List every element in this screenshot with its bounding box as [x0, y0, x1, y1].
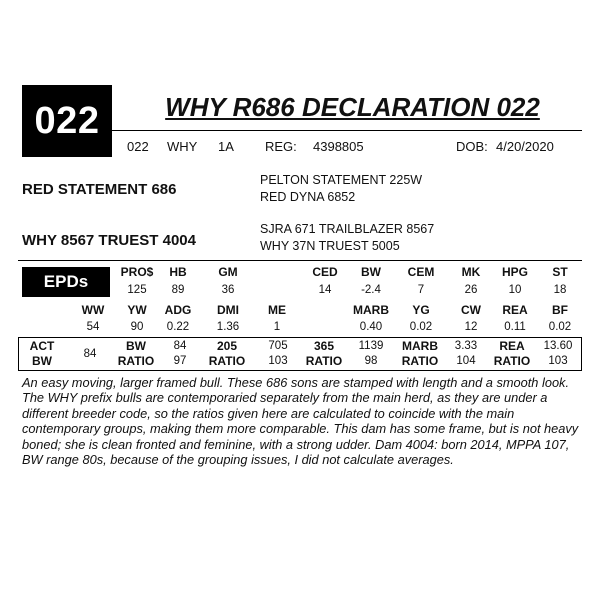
adj-birth-weight: 84: [173, 340, 187, 352]
epd-value: 0.22: [166, 321, 190, 333]
epd-header: REA: [502, 303, 528, 317]
sire-sire: PELTON STATEMENT 225W: [260, 173, 423, 187]
epd-value: 125: [127, 284, 147, 296]
yearling-label: 365: [313, 339, 335, 353]
animal-title: WHY R686 DECLARATION 022: [165, 92, 540, 122]
epd-header: BF: [552, 303, 568, 317]
pedigree-divider: [18, 260, 582, 261]
epd-value: 1: [273, 321, 281, 333]
dob-value: 4/20/2020: [496, 139, 554, 154]
epd-header: YG: [412, 303, 430, 317]
epd-header: HB: [169, 265, 187, 279]
sire-dam: RED DYNA 6852: [260, 190, 356, 204]
epd-value: -2.4: [361, 284, 381, 296]
epd-header: CEM: [407, 265, 435, 279]
yearling-ratio: 98: [364, 355, 378, 367]
ratio-label: RATIO: [493, 354, 531, 368]
epd-value: 7: [417, 284, 425, 296]
epd-header: PRO$: [120, 265, 154, 279]
epd-value: 10: [508, 284, 522, 296]
bw-ratio-label-bot: RATIO: [117, 354, 155, 368]
weaning-weight: 705: [268, 340, 288, 352]
epd-value: 0.40: [359, 321, 383, 333]
lot-number: 022: [22, 85, 112, 157]
epd-value: 90: [130, 321, 144, 333]
epd-value: 12: [464, 321, 478, 333]
epd-value: 18: [553, 284, 567, 296]
epd-header: MK: [461, 265, 481, 279]
epd-header: CED: [312, 265, 338, 279]
ratio-label: RATIO: [208, 354, 246, 368]
epd-header: GM: [218, 265, 238, 279]
ribeye-area: 13.60: [543, 340, 573, 352]
weaning-ratio: 103: [268, 355, 288, 367]
ratio-label: RATIO: [401, 354, 439, 368]
dam-name: WHY 8567 TRUEST 4004: [22, 232, 196, 249]
reg-number: 4398805: [313, 139, 364, 154]
ribeye-ratio: 103: [548, 355, 568, 367]
bw-ratio-label-top: BW: [126, 339, 146, 353]
epd-header: WW: [81, 303, 105, 317]
dam-sire: SJRA 671 TRAILBLAZER 8567: [260, 222, 435, 236]
epd-label: EPDs: [22, 267, 110, 297]
marbling-ratio: 104: [456, 355, 476, 367]
epd-header: BW: [361, 265, 381, 279]
tag: 1A: [218, 139, 234, 154]
epd-value: 89: [171, 284, 185, 296]
prefix: WHY: [167, 139, 198, 154]
bw-ratio: 97: [173, 355, 187, 367]
epd-value: 54: [86, 321, 100, 333]
dob-label: DOB:: [456, 139, 488, 154]
marbling: 3.33: [454, 340, 478, 352]
epd-value: 26: [464, 284, 478, 296]
act-label: ACT: [29, 339, 55, 353]
epd-value: 0.11: [504, 321, 526, 333]
epd-value: 0.02: [548, 321, 572, 333]
dam-dam: WHY 37N TRUEST 5005: [260, 239, 400, 253]
epd-value: 36: [221, 284, 235, 296]
rea-label: REA: [499, 339, 525, 353]
header-divider: [112, 130, 582, 131]
tattoo: 022: [127, 139, 149, 154]
bw-label: BW: [32, 354, 52, 368]
epd-value: 1.36: [216, 321, 240, 333]
epd-header: ADG: [164, 303, 192, 317]
epd-header: ST: [552, 265, 568, 279]
epd-header: MARB: [353, 303, 389, 317]
ratio-label: RATIO: [305, 354, 343, 368]
epd-header: HPG: [501, 265, 528, 279]
reg-label: REG:: [265, 139, 297, 154]
description: An easy moving, larger framed bull. These 686 sons are stamped with length and a smooth look. The WHY prefix bulls are contemporaried separately from the main herd, as they are under a different breeder code, so the ratios given here are calculated to coincide with the main contemporary groups, making them more comparable. This dam has some frame, but is not heavy boned; she is clean fronted and feminine, with a strong udder. Dam 4004: born 2014, MPPA 107, BW range 80s, because of the grouping issues, I did not calculate averages.: [22, 375, 579, 468]
epd-value: 0.02: [409, 321, 433, 333]
sire-name: RED STATEMENT 686: [22, 181, 177, 198]
epd-value: 14: [318, 284, 332, 296]
yearling-weight: 1139: [358, 340, 384, 352]
birth-weight: 84: [83, 348, 97, 360]
epd-header: DMI: [217, 303, 239, 317]
marb-label: MARB: [402, 339, 438, 353]
epd-header: ME: [268, 303, 286, 317]
epd-header: YW: [127, 303, 147, 317]
epd-header: CW: [461, 303, 481, 317]
weaning-label: 205: [216, 339, 238, 353]
